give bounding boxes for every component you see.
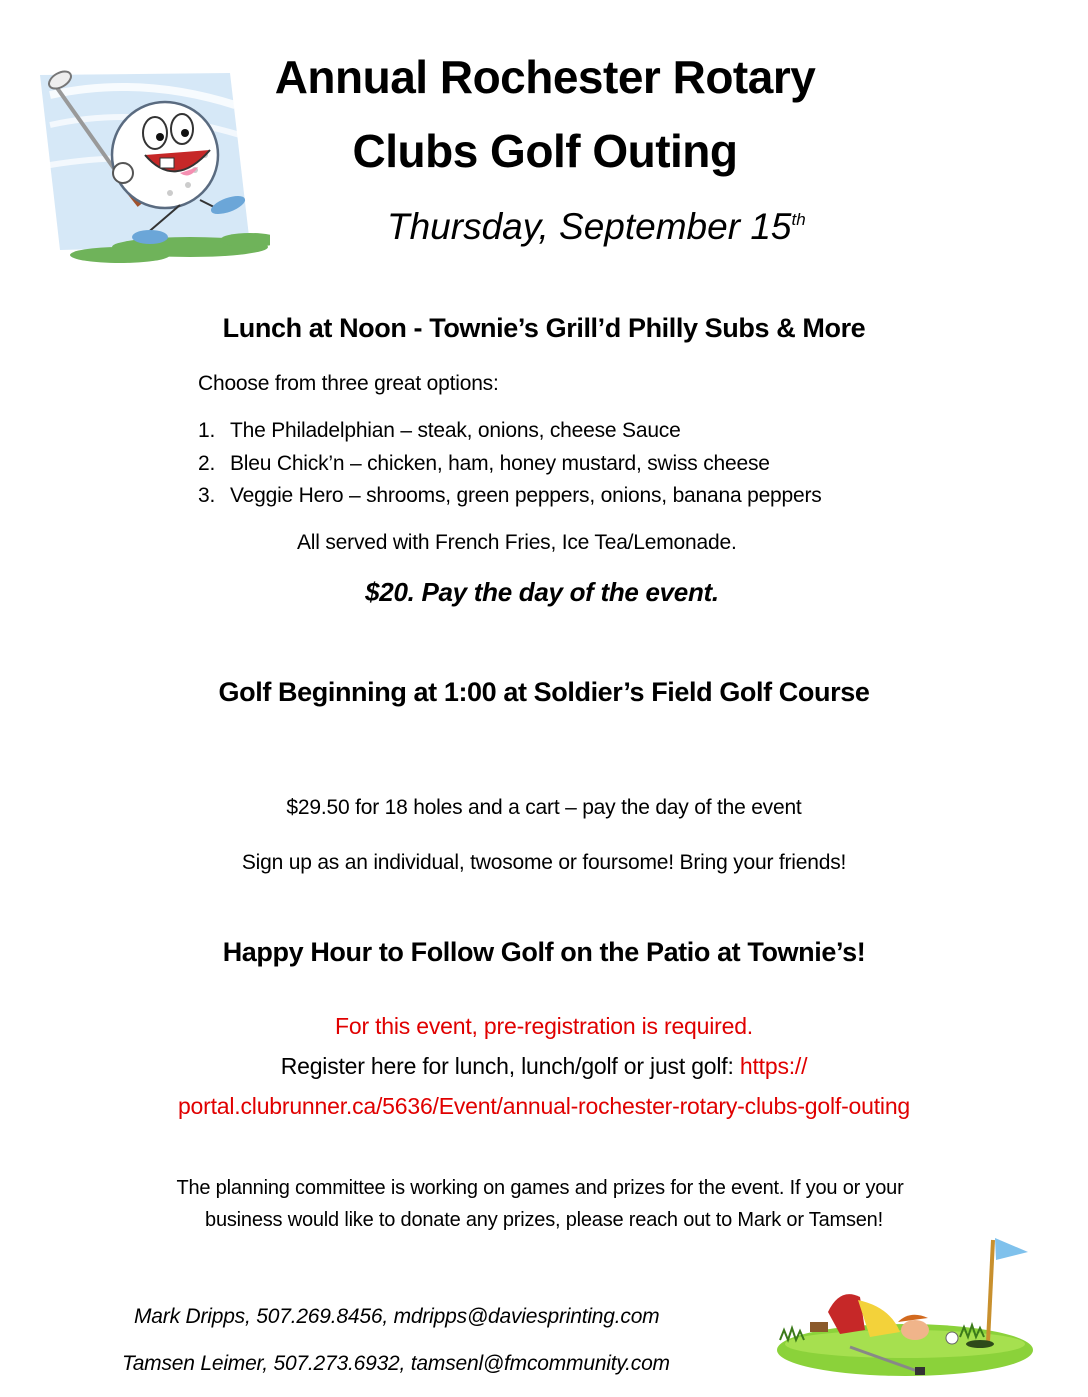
golf-ball-cartoon-illustration [20,55,270,270]
lunch-price: $20. Pay the day of the event. [365,577,719,607]
lunch-sides: All served with French Fries, Ice Tea/Lemonade. [297,531,737,554]
registration-notice: For this event, pre-registration is required. [335,1013,753,1039]
registration-link-part-2[interactable]: portal.clubrunner.ca/5636/Event/annual-rochester-rotary-clubs-golf-outing [177,1093,911,1119]
page-title-line-1: Annual Rochester Rotary [274,51,816,103]
list-item: 3. Veggie Hero – shrooms, green peppers, onions, banana peppers [198,484,822,507]
prizes-line-1: The planning committee is working on games and prizes for the event. If you or your [176,1177,904,1199]
event-date-main: Thursday, September 15 [387,206,792,247]
registration-prompt-line [0,1053,1088,1080]
list-item: 2. Bleu Chick’n – chicken, ham, honey mustard, swiss cheese [198,451,770,475]
contact-tamsen-leimer: Tamsen Leimer, 507.273.6932, tamsenl@fmcommunity.com [122,1352,670,1375]
golf-ball-mascot-icon [20,55,270,270]
golfer-blowing-ball-illustration [770,1222,1070,1387]
prizes-line-2: business would like to donate any prizes, please reach out to Mark or Tamsen! [205,1209,883,1231]
list-item: 1. The Philadelphian – steak, onions, cheese Sauce [198,419,681,442]
event-date [387,206,806,248]
contact-mark-dripps: Mark Dripps, 507.269.8456, mdripps@daviesprinting.com [134,1305,660,1328]
golf-signup: Sign up as an individual, twosome or foursome! Bring your friends! [241,851,847,874]
lunch-intro: Choose from three great options: [198,372,499,395]
page-title-line-2: Clubs Golf Outing [352,125,738,177]
event-date-suffix: th [791,210,806,229]
lunch-options-list [198,415,822,513]
lunch-heading: Lunch at Noon - Townie’s Grill’d Philly Subs & More [222,313,866,343]
golfer-flag-icon [770,1222,1070,1387]
golf-price: $29.50 for 18 holes and a cart – pay the day of the event [286,796,802,819]
registration-prompt: Register here for lunch, lunch/golf or just golf: [280,1053,740,1079]
registration-link-line [0,1093,1088,1120]
happy-hour-heading: Happy Hour to Follow Golf on the Patio at Townie’s! [222,937,866,967]
golf-heading: Golf Beginning at 1:00 at Soldier’s Field Golf Course [218,677,870,707]
registration-link-part-1[interactable]: https:// [739,1053,808,1079]
